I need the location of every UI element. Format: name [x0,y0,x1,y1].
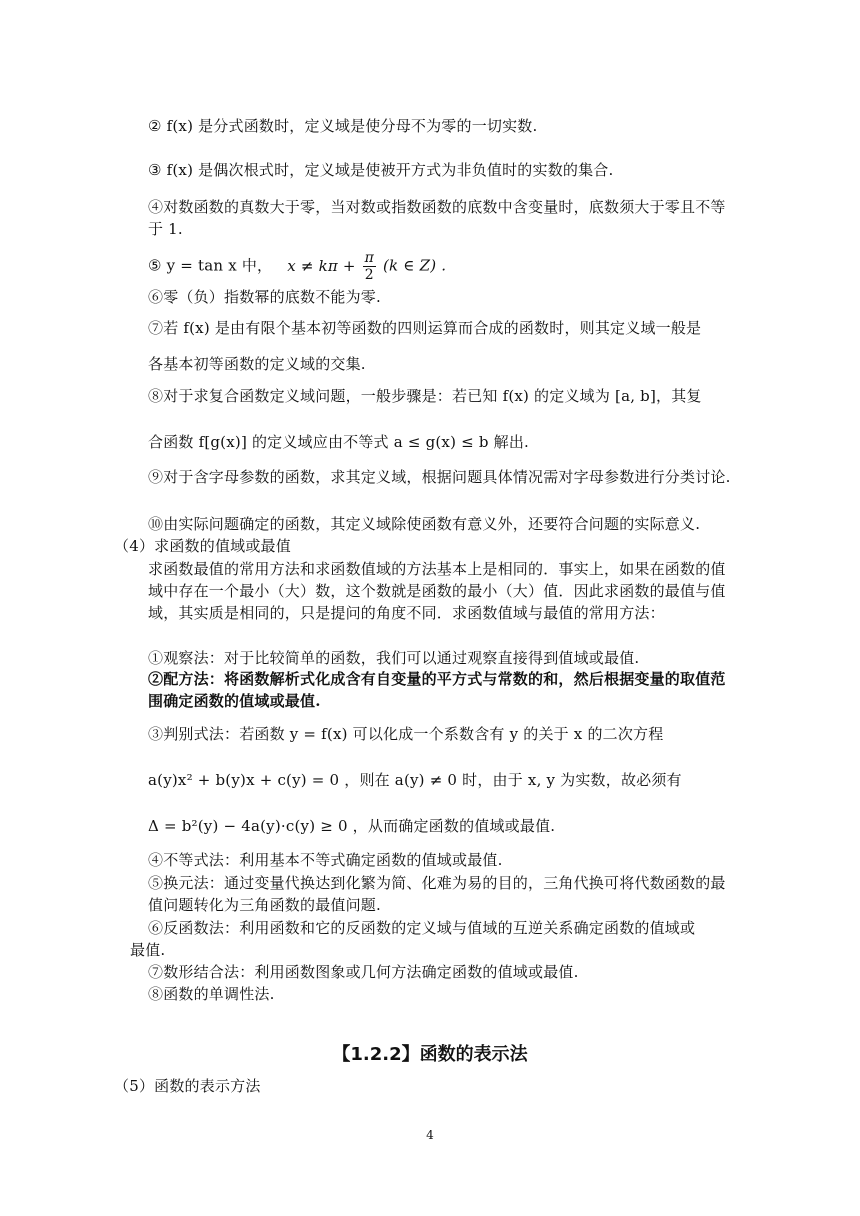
pi-over-two-fraction [363,250,376,283]
text-line: ④不等式法：利用基本不等式确定函数的值域或最值. [148,851,503,869]
bold-paragraph: ②配方法：将函数解析式化成含有自变量的平方式与常数的和，然后根据变量的取值范围确定函数的值域或最值. [148,670,726,710]
text-line: ⑦数形结合法：利用函数图象或几何方法确定函数的值域或最值. [148,963,579,981]
section-heading: 【1.2.2】函数的表示法 [332,1044,528,1065]
formula-line: a(y)x² + b(y)x + c(y) = 0 ，则在 a(y) ≠ 0 时，由于 x, y 为实数，故必须有 [148,771,682,789]
text-span: ⑤ y = tan x 中， [148,256,273,275]
text-line: ⑧对于求复合函数定义域问题，一般步骤是：若已知 f(x) 的定义域为 [a, b]，其复 [148,387,702,405]
text-paragraph: ⑨对于含字母参数的函数，求其定义域，根据问题具体情况需对字母参数进行分类讨论. [148,468,731,486]
text-line: ③ f(x) 是偶次根式时，定义域是使被开方式为非负值时的实数的集合. [148,161,614,179]
section-subheading: （4）求函数的值域或最值 [114,537,291,555]
text-line: ⑩由实际问题确定的函数，其定义域除使函数有意义外，还要符合问题的实际意义. [148,515,701,533]
formula-line: Δ = b²(y) − 4a(y)·c(y) ≥ 0 ，从而确定函数的值域或最值. [148,817,556,835]
text-line: ⑥零（负）指数幂的底数不能为零. [148,288,381,306]
text-line: ⑧函数的单调性法. [148,985,275,1003]
math-span: x ≠ kπ + [287,256,356,275]
text-paragraph: 求函数最值的常用方法和求函数值域的方法基本上是相同的．事实上，如果在函数的值域中存在一个最小（大）数，这个数就是函数的最小（大）值．因此求函数的最值与值域，其实质是相同的，只是提问的角度不同．求函数值域与最值的常用方法： [148,560,726,622]
math-span: (k ∈ Z) . [383,256,447,275]
text-line: ⑦若 f(x) 是由有限个基本初等函数的四则运算而合成的函数时，则其定义域一般是 [148,319,702,337]
section-subheading: （5）函数的表示方法 [114,1077,261,1095]
formula-line [148,250,446,283]
text-line: ② f(x) 是分式函数时，定义域是使分母不为零的一切实数. [148,117,538,135]
text-line: ①观察法：对于比较简单的函数，我们可以通过观察直接得到值域或最值. [148,649,640,667]
text-line: ③判别式法：若函数 y = f(x) 可以化成一个系数含有 y 的关于 x 的二次方程 [148,725,664,743]
page-number: 4 [426,1128,434,1142]
text-line: 合函数 f[g(x)] 的定义域应由不等式 a ≤ g(x) ≤ b 解出. [148,433,529,451]
text-line: 各基本初等函数的定义域的交集. [148,355,366,373]
text-line: ⑥反函数法：利用函数和它的反函数的定义域与值域的互逆关系确定函数的值域或 [148,919,696,937]
text-line: 最值. [130,941,166,959]
fraction-denominator: 2 [364,267,374,283]
fraction-numerator: π [364,250,375,266]
text-paragraph: ④对数函数的真数大于零，当对数或指数函数的底数中含变量时，底数须大于零且不等于 1. [148,198,726,238]
text-paragraph: ⑤换元法：通过变量代换达到化繁为简、化难为易的目的，三角代换可将代数函数的最值问题转化为三角函数的最值问题. [148,874,726,914]
